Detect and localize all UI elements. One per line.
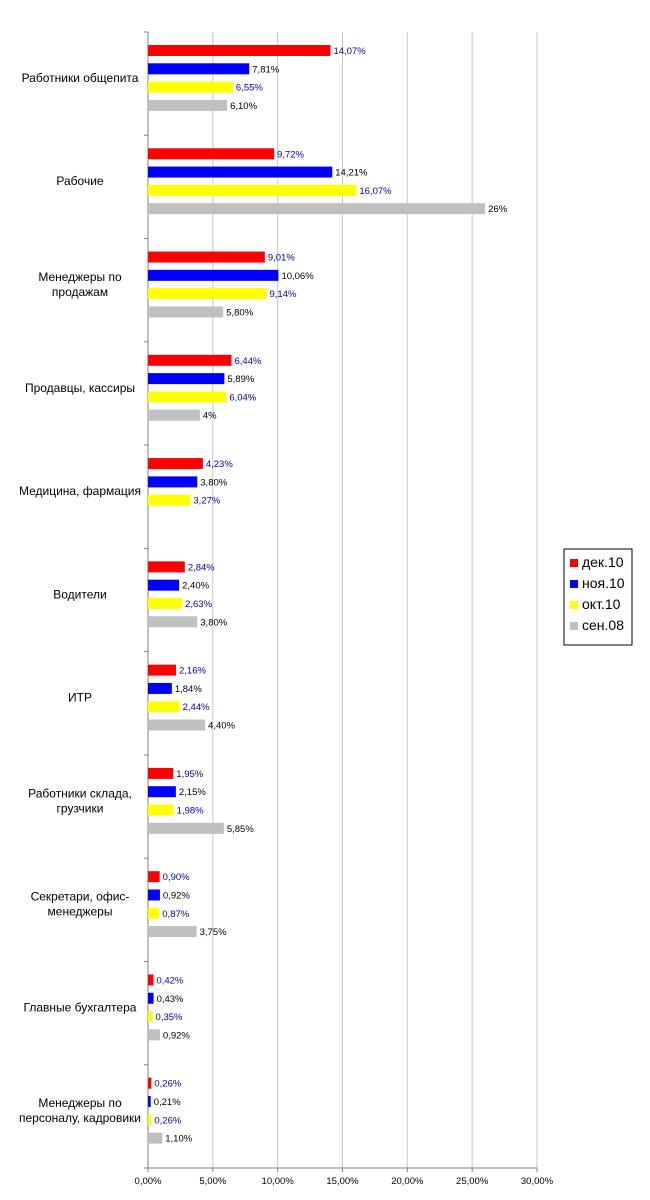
- bar: [148, 148, 274, 159]
- data-label: 3,75%: [199, 927, 227, 939]
- data-label: 7,81%: [252, 64, 280, 76]
- data-label: 9,72%: [277, 149, 304, 161]
- category-label: Работники общепита: [21, 70, 139, 85]
- category-label: Главные бухгалтера: [23, 1000, 137, 1015]
- bar: [148, 768, 173, 779]
- bar: [148, 805, 174, 816]
- data-label: 1,95%: [176, 768, 204, 780]
- category-label: Водители: [53, 587, 107, 602]
- bar: [148, 720, 205, 731]
- bar: [148, 1096, 151, 1107]
- bar: [148, 598, 182, 609]
- bar: [148, 410, 200, 421]
- category-label: Медицина, фармация: [18, 484, 142, 499]
- legend-swatch: [570, 559, 578, 567]
- bar: [148, 616, 197, 627]
- data-label: 4%: [202, 410, 217, 422]
- bar: [148, 82, 233, 93]
- category-label: Менеджеры по: [38, 269, 122, 284]
- bar: [148, 701, 180, 712]
- bar: [148, 1029, 160, 1040]
- data-label: 0,42%: [156, 975, 184, 987]
- category-label: менеджеры: [47, 904, 113, 919]
- data-label: 4,23%: [205, 459, 233, 471]
- category-label: Работники склада,: [28, 786, 132, 801]
- bar: [148, 823, 224, 834]
- data-label: 9,14%: [269, 289, 297, 301]
- x-tick-label: 10,00%: [261, 1176, 294, 1187]
- data-label: 1,10%: [165, 1133, 193, 1145]
- x-tick-label: 30,00%: [520, 1176, 554, 1187]
- bar: [148, 683, 172, 694]
- legend-label: дек.10: [582, 554, 624, 570]
- data-label: 0,43%: [156, 993, 184, 1005]
- data-label: 0,26%: [154, 1078, 182, 1090]
- bar: [148, 252, 265, 263]
- bar: [148, 993, 154, 1004]
- data-label: 6,44%: [234, 355, 262, 367]
- data-label: 4,40%: [208, 720, 235, 732]
- bar: [148, 871, 160, 882]
- x-tick-label: 0,00%: [134, 1176, 162, 1187]
- bar: [148, 908, 159, 919]
- bar: [148, 458, 203, 469]
- data-label: 1,98%: [176, 805, 204, 817]
- data-label: 2,16%: [179, 665, 206, 677]
- bar: [148, 270, 278, 281]
- category-label: Рабочие: [56, 174, 104, 189]
- category-label: продажам: [51, 284, 109, 299]
- legend-swatch: [570, 601, 578, 609]
- bar: [148, 476, 197, 487]
- data-label: 1,84%: [174, 683, 202, 695]
- category-label: Секретари, офис-: [30, 889, 130, 904]
- bar: [148, 974, 153, 985]
- category-label: Продавцы, кассиры: [24, 380, 136, 395]
- category-label: грузчики: [56, 801, 104, 816]
- bar: [148, 665, 176, 676]
- data-label: 0,90%: [162, 872, 190, 884]
- legend-swatch: [570, 580, 578, 588]
- data-label: 5,85%: [226, 823, 254, 835]
- data-label: 2,40%: [182, 580, 210, 592]
- data-label: 3,80%: [200, 477, 228, 489]
- bar: [148, 926, 197, 937]
- category-label: Менеджеры по: [38, 1096, 122, 1111]
- category-label: персоналу, кадровики: [19, 1111, 141, 1126]
- data-label: 9,01%: [267, 252, 295, 264]
- bar: [148, 306, 223, 317]
- data-label: 5,89%: [227, 374, 255, 386]
- data-label: 0,92%: [162, 890, 190, 902]
- bar: [148, 495, 190, 506]
- bar: [148, 1114, 151, 1125]
- legend-label: ноя.10: [582, 575, 625, 591]
- bar: [148, 167, 332, 178]
- data-label: 2,15%: [178, 787, 206, 799]
- data-label: 2,84%: [187, 562, 215, 574]
- data-label: 26%: [488, 204, 508, 216]
- data-label: 0,92%: [162, 1030, 190, 1042]
- x-tick-label: 15,00%: [326, 1176, 359, 1187]
- data-label: 3,27%: [193, 495, 221, 507]
- data-label: 14,07%: [333, 46, 366, 57]
- data-label: 0,26%: [154, 1115, 182, 1127]
- data-label: 6,04%: [229, 392, 257, 404]
- data-label: 3,80%: [200, 617, 228, 629]
- x-tick-label: 25,00%: [456, 1176, 489, 1187]
- data-label: 2,44%: [182, 702, 210, 714]
- data-label: 6,55%: [235, 82, 263, 94]
- data-label: 6,10%: [230, 100, 258, 112]
- legend-label: окт.10: [582, 596, 621, 612]
- data-label: 5,80%: [226, 307, 254, 319]
- bar: [148, 391, 226, 402]
- bar: [148, 100, 227, 111]
- data-label: 2,63%: [185, 598, 213, 610]
- bar: [148, 288, 267, 299]
- bar: [148, 786, 176, 797]
- bar: [148, 1011, 153, 1022]
- bar: [148, 373, 224, 384]
- bar: [148, 45, 330, 56]
- legend-swatch: [570, 622, 578, 630]
- data-label: 0,35%: [155, 1012, 183, 1024]
- data-label: 0,87%: [162, 908, 190, 920]
- x-tick-label: 5,00%: [199, 1176, 227, 1187]
- bar: [148, 355, 232, 366]
- bar: [148, 185, 356, 196]
- bar: [148, 1078, 151, 1089]
- legend-label: сен.08: [582, 617, 624, 633]
- bar: [148, 1133, 162, 1144]
- bar: [148, 580, 179, 591]
- bar: [148, 203, 485, 214]
- x-tick-label: 20,00%: [391, 1176, 424, 1187]
- category-label: ИТР: [68, 690, 92, 705]
- bar: [148, 889, 160, 900]
- data-label: 0,21%: [153, 1097, 181, 1109]
- bar: [148, 561, 185, 572]
- bar: [148, 63, 249, 74]
- data-label: 14,21%: [335, 167, 368, 179]
- data-label: 16,07%: [359, 185, 392, 197]
- data-label: 10,06%: [281, 270, 314, 282]
